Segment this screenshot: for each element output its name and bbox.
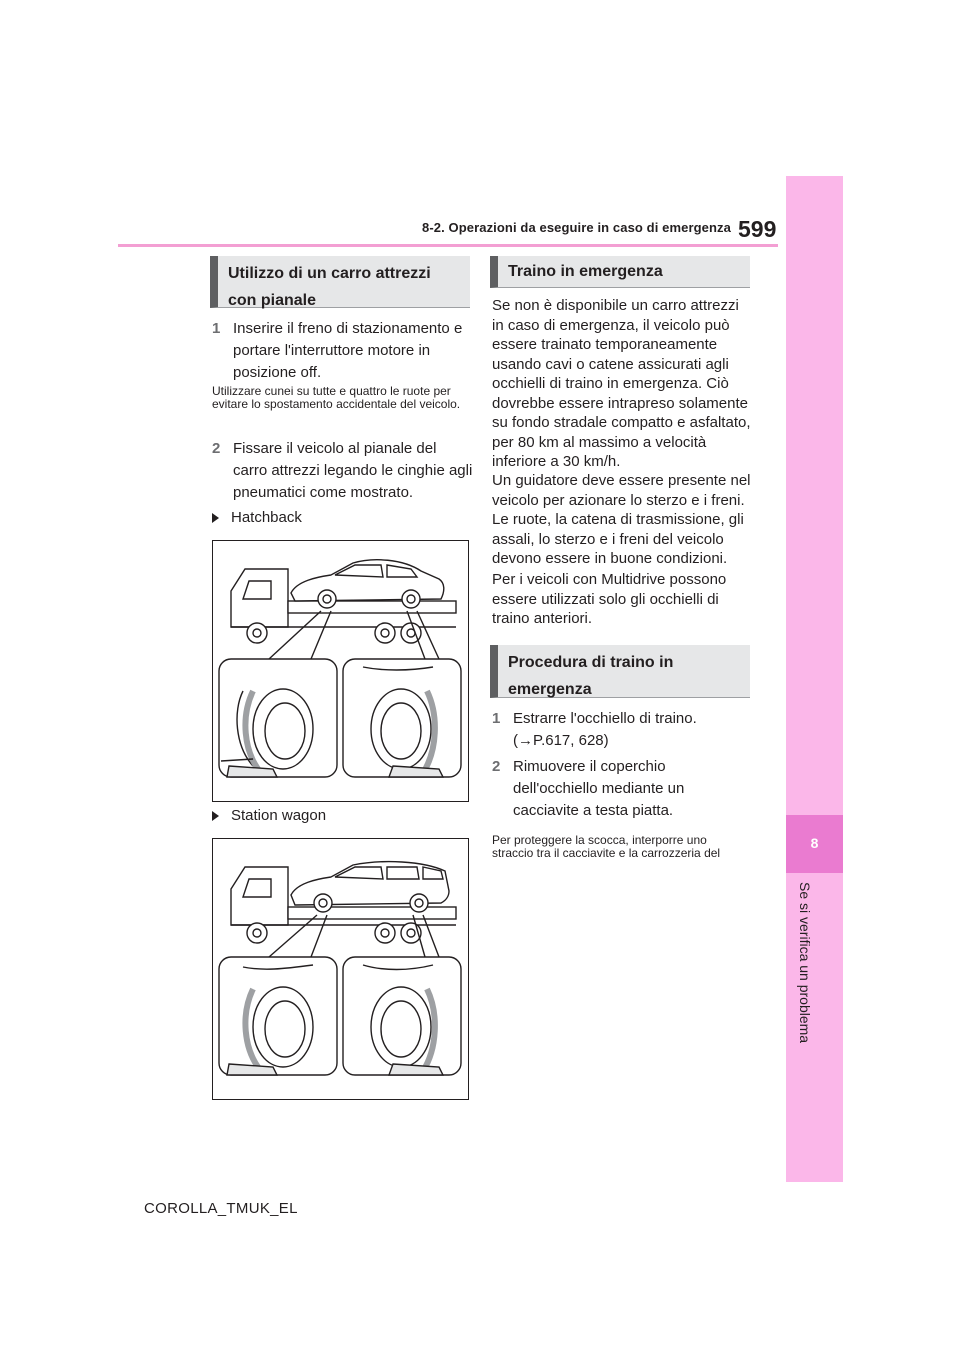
header-rule: [118, 244, 778, 247]
emergency-towing-paragraph-1: Se non è disponibile un carro attrezzi in caso di emergenza, il veicolo può essere trainato temporaneamente usando cavi o catene assicurati agli occhielli di traino in emergenza. Ciò dovrebbe essere intrapreso solamente su fondo stradale compatto e asfaltato, per 80 km al massimo a velocità inferiore a 30 km/h.: [492, 297, 751, 470]
step-number: 1: [212, 320, 221, 337]
station-wagon-illustration: [213, 839, 468, 1099]
triangle-bullet-icon: [212, 513, 219, 523]
figure-station-wagon-tow: [212, 838, 469, 1100]
step-text: Inserire il freno di stazionamento e portare l'interruttore motore in posizione off.: [233, 320, 463, 381]
heading-flatbed-truck: Utilizzo di un carro attrezzi con pianale: [210, 256, 470, 308]
triangle-bullet-icon: [212, 811, 219, 821]
bullet-station-wagon: [212, 806, 412, 826]
chapter-label: Se si verifica un problema: [797, 882, 813, 1044]
chapter-side-tab: [786, 176, 843, 1182]
bullet-hatchback: [212, 508, 412, 528]
step-text: Estrarre l'occhiello di traino.: [513, 710, 697, 727]
page-reference-link[interactable]: (→P.617, 628): [513, 732, 609, 749]
left-step-1-note: Utilizzare cunei su tutte e quattro le ruote per evitare lo spostamento accidentale del veicolo.: [212, 384, 461, 411]
bullet-label: Hatchback: [231, 509, 302, 526]
left-step-1: [212, 318, 474, 384]
figure-hatchback-tow: [212, 540, 469, 802]
step-number: 2: [492, 758, 501, 775]
section-title: 8-2. Operazioni da eseguire in caso di emergenza: [422, 220, 731, 235]
emergency-towing-paragraph-3: Per i veicoli con Multidrive possono essere utilizzati solo gli occhielli di traino anteriori.: [492, 571, 727, 627]
left-step-2: [212, 438, 474, 504]
right-step-2: [492, 756, 754, 822]
step-number: 2: [212, 440, 221, 457]
hatchback-illustration: [213, 541, 468, 801]
emergency-towing-paragraph-2: Un guidatore deve essere presente nel veicolo per azionare lo sterzo e i freni. Le ruote, la catena di trasmissione, gli assali, lo sterzo e i freni del veicolo devono essere in buone condizioni.: [492, 472, 751, 567]
document-code: COROLLA_TMUK_EL: [144, 1200, 298, 1217]
bullet-label: Station wagon: [231, 807, 327, 824]
step-text: Rimuovere il coperchio dell'occhiello mediante un cacciavite a testa piatta.: [513, 758, 685, 819]
right-step-2-note: Per proteggere la scocca, interporre uno straccio tra il cacciavite e la carrozzeria del: [492, 833, 721, 860]
chapter-number: 8: [810, 835, 819, 851]
step-number: 1: [492, 710, 501, 727]
step-text: Fissare il veicolo al pianale del carro attrezzi legando le cinghie agli pneumatici come mostrato.: [233, 440, 473, 501]
right-step-1: [492, 708, 754, 752]
page-number: 599: [738, 216, 777, 242]
heading-emergency-towing: Traino in emergenza: [490, 256, 750, 288]
heading-towing-procedure: Procedura di traino in emergenza: [490, 645, 750, 698]
